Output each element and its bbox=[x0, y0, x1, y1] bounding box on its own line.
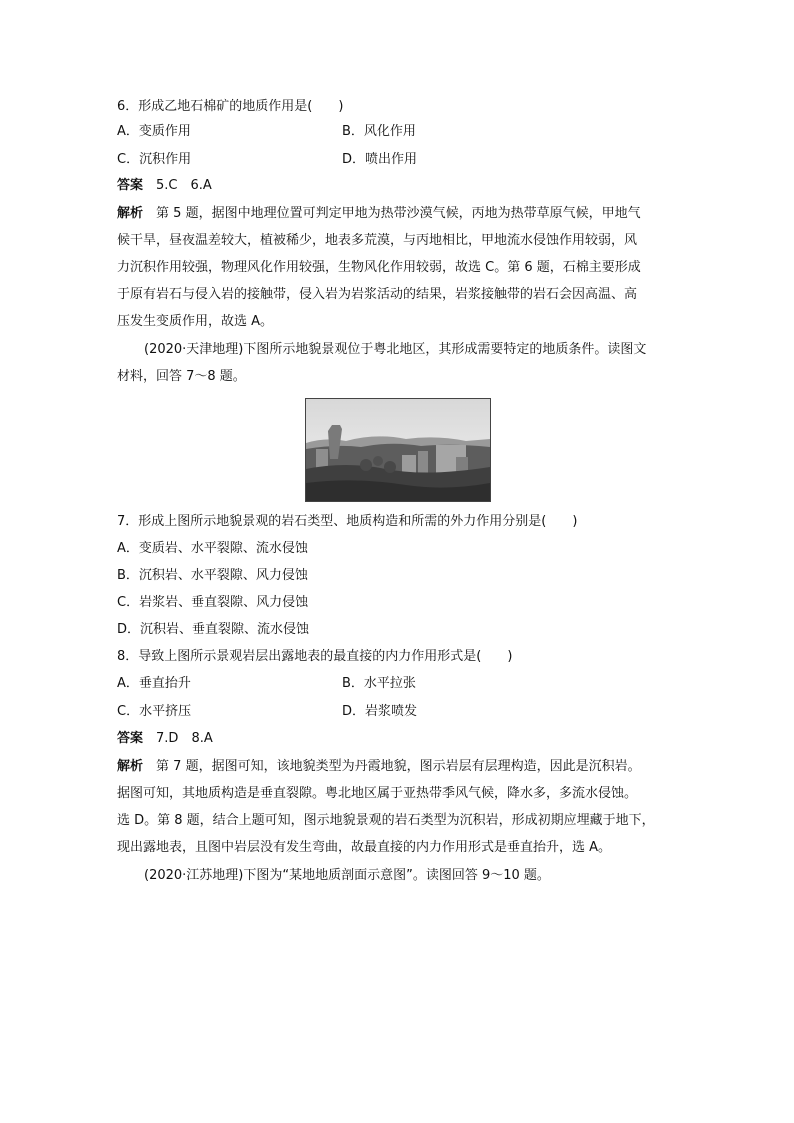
q7-option-b: B．沉积岩、水平裂隙、风力侵蚀 bbox=[117, 568, 308, 583]
answer-label: 答案 bbox=[117, 731, 144, 746]
explanation-label: 解析 bbox=[117, 206, 144, 221]
explanation-5-6-line-2: 候干旱，昼夜温差较大，植被稀少，地表多荒漠，与丙地相比，甲地流水侵蚀作用较弱，风 bbox=[117, 233, 638, 248]
explanation-7-8-line-4: 现出露地表，且图中岩层没有发生弯曲，故最直接的内力作用形式是垂直抬升，选 A。 bbox=[117, 840, 612, 855]
intro-7-8-line-1: (2020·天津地理)下图所示地貌景观位于粤北地区，其形成需要特定的地质条件。读图文 bbox=[144, 342, 647, 357]
q6-option-b: B．风化作用 bbox=[342, 124, 416, 139]
answer-value: 7.D 8.A bbox=[156, 731, 213, 746]
q8-option-a: A．垂直抬升 bbox=[117, 676, 191, 691]
explanation-7-8-line-1 bbox=[117, 757, 641, 777]
q6-option-d: D．喷出作用 bbox=[342, 152, 418, 167]
q6-stem: 6．形成乙地石棉矿的地质作用是( ) bbox=[117, 99, 344, 114]
explanation-5-6-line-4: 于原有岩石与侵入岩的接触带，侵入岩为岩浆活动的结果，岩浆接触带的岩石会因高温、高 bbox=[117, 287, 638, 302]
q7-option-a: A．变质岩、水平裂隙、流水侵蚀 bbox=[117, 541, 308, 556]
intro-7-8-line-2: 材料，回答 7～8 题。 bbox=[117, 369, 246, 384]
q8-stem: 8．导致上图所示景观岩层出露地表的最直接的内力作用形式是( ) bbox=[117, 649, 513, 664]
danxia-landform-photo bbox=[305, 398, 491, 502]
q6-option-a: A．变质作用 bbox=[117, 124, 191, 139]
explanation-5-6-line-3: 力沉积作用较强，物理风化作用较强，生物风化作用较弱，故选 C。第 6 题，石棉主要形成 bbox=[117, 260, 641, 275]
answer-7-8 bbox=[117, 729, 213, 749]
q6-option-c: C．沉积作用 bbox=[117, 152, 192, 167]
explanation-text: 第 7 题，据图可知，该地貌类型为丹霞地貌，图示岩层有层理构造，因此是沉积岩。 bbox=[156, 759, 641, 774]
answer-value: 5.C 6.A bbox=[156, 178, 212, 193]
explanation-label: 解析 bbox=[117, 759, 144, 774]
explanation-7-8-line-3: 选 D。第 8 题，结合上题可知，图示地貌景观的岩石类型为沉积岩，形成初期应埋藏于地下， bbox=[117, 813, 655, 828]
q7-option-d: D．沉积岩、垂直裂隙、流水侵蚀 bbox=[117, 622, 310, 637]
explanation-5-6-line-5: 压发生变质作用，故选 A。 bbox=[117, 314, 274, 329]
q7-option-c: C．岩浆岩、垂直裂隙、风力侵蚀 bbox=[117, 595, 309, 610]
q8-option-b: B．水平拉张 bbox=[342, 676, 416, 691]
answer-label: 答案 bbox=[117, 178, 144, 193]
explanation-5-6-line-1 bbox=[117, 204, 641, 224]
q7-stem: 7．形成上图所示地貌景观的岩石类型、地质构造和所需的外力作用分别是( ) bbox=[117, 514, 578, 529]
q8-option-d: D．岩浆喷发 bbox=[342, 704, 418, 719]
q8-option-c: C．水平挤压 bbox=[117, 704, 192, 719]
answer-5-6 bbox=[117, 176, 212, 196]
explanation-text: 第 5 题，据图中地理位置可判定甲地为热带沙漠气候，丙地为热带草原气候，甲地气 bbox=[156, 206, 641, 221]
intro-9-10: (2020·江苏地理)下图为“某地地质剖面示意图”。读图回答 9～10 题。 bbox=[144, 868, 550, 883]
explanation-7-8-line-2: 据图可知，其地质构造是垂直裂隙。粤北地区属于亚热带季风气候，降水多，多流水侵蚀。 bbox=[117, 786, 638, 801]
